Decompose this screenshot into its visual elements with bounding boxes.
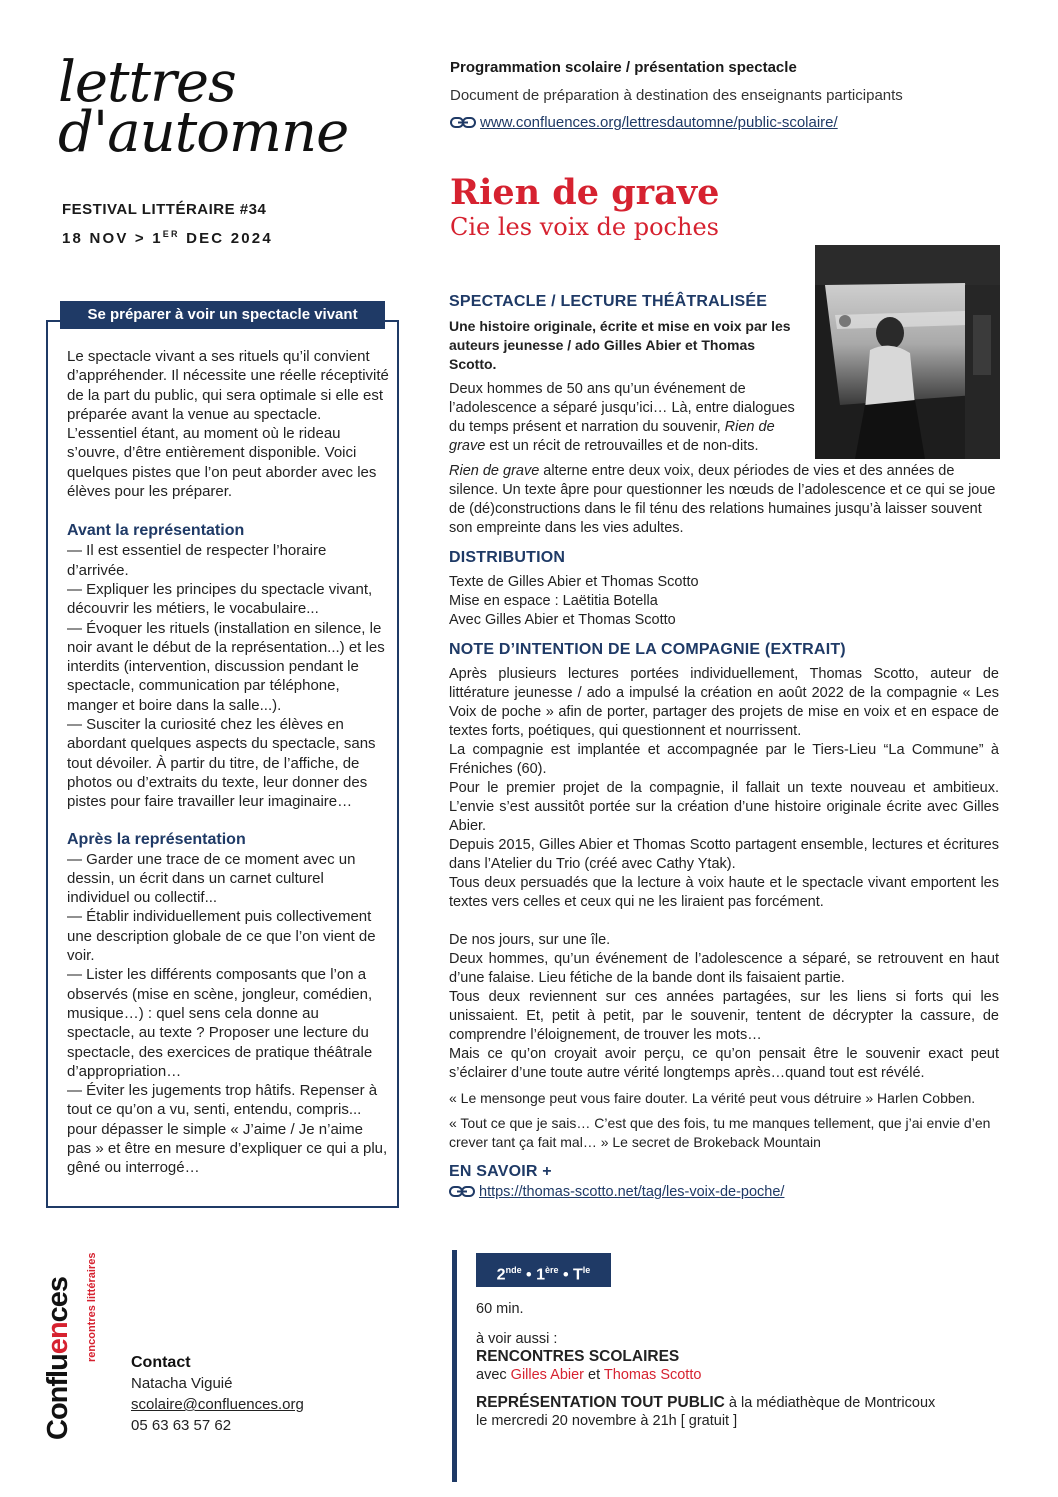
level-1-sup: nde <box>505 1265 522 1275</box>
link-icon <box>450 117 476 128</box>
representation-place: à la médiathèque de Montricoux <box>724 1395 936 1411</box>
avec-text: avec <box>476 1367 511 1383</box>
spectacle-heading: SPECTACLE / LECTURE THÉÂTRALISÉE <box>449 293 768 310</box>
note-paragraph: Depuis 2015, Gilles Abier et Thomas Scotto partagent ensemble, lectures et écritures dans l’Atelier du Trio (créé avec Cathy Ytak). <box>449 837 999 872</box>
note-paragraph: Après plusieurs lectures portées individuellement, Thomas Scotto, auteur de littérature jeunesse / ado a impulsé la création en août 2022 de la compagnie « Les Voix de poche » afin de porter, partager des projets de mise en voix et en espace de textes forts, poétiques, qui questionnent et nourrissent. <box>449 666 999 739</box>
after-section <box>67 830 389 1178</box>
p1-text-a: Deux hommes de 50 ans qu’un événement de l’adolescence a séparé jusqu’ici… Là, entre dialogues du temps présent et narration du souvenir, <box>449 381 795 435</box>
before-item: — Il est essentiel de respecter l’horaire d’arrivée. <box>67 542 327 579</box>
confluences-tagline: rencontres littéraires <box>86 1252 98 1362</box>
distribution-line: Avec Gilles Abier et Thomas Scotto <box>449 612 676 628</box>
logo-part-c: ces <box>42 1276 74 1323</box>
prep-box-top-right <box>385 320 399 322</box>
info-bar <box>452 1250 457 1482</box>
representation <box>476 1394 1016 1412</box>
link-icon <box>449 1186 475 1197</box>
level-3-sup: le <box>582 1265 591 1275</box>
contact-email[interactable]: scolaire@confluences.org <box>131 1396 304 1413</box>
duration: 60 min. <box>476 1301 524 1317</box>
et-text: et <box>584 1367 604 1383</box>
see-also: à voir aussi : <box>476 1331 558 1347</box>
header-title: Programmation scolaire / présentation spectacle <box>450 59 797 76</box>
dates-sup: ER <box>162 229 180 239</box>
level-2-sup: ère <box>545 1265 559 1275</box>
quote-1: « Le mensonge peut vous faire douter. La vérité peut vous détruire » Harlen Cobben. <box>449 1090 976 1106</box>
level-2: 1 <box>536 1266 545 1284</box>
dates-end: DEC 2024 <box>179 230 273 247</box>
show-info <box>476 1300 1016 1430</box>
distribution-line: Texte de Gilles Abier et Thomas Scotto <box>449 574 699 590</box>
after-title: Après la représentation <box>67 830 246 848</box>
distribution-line: Mise en espace : Laëtitia Botella <box>449 593 658 609</box>
before-title: Avant la représentation <box>67 522 245 540</box>
after-item: — Éviter les jugements trop hâtifs. Repenser à tout ce qu’on a vu, senti, entendu, compris... pour dépasser le simple « J’aime / Je n’aime pas » et être en mesure d’expliquer ce qui a plu, gêné ou interrogé… <box>67 1082 388 1177</box>
prep-intro: Le spectacle vivant a ses rituels qu’il convient d’appréhender. Il nécessite une réelle réceptivité de la part du public, qui sera optimale si elle est préparée avant la venue au spectacle. L’essentiel étant, au moment où le rideau s’ouvre, d’être entièrement disponible. Voici quelques pistes que l’on peut aborder avec les élèves pour les préparer. <box>67 348 389 501</box>
after-item: — Lister les différents composants que l’on a observés (mise en scène, jongleur, comédien, musique…) : quel sens cela donne au spectacle, au texte ? Proposer une lecture du spectacle, des exercices de pratique théâtrale d’appropriation… <box>67 966 373 1080</box>
note-paragraph: Tous deux persuadés que la lecture à voix haute et le spectacle vivant emportent les textes vers celles et ceux qui ne les liraient pas forcément. <box>449 875 999 910</box>
p1-title-italic: Rien de grave <box>449 419 775 454</box>
p2-text: alterne entre deux voix, deux périodes de vies et des années de silence. Un texte âpre pour questionner les nœuds de l’adolescence et ce qui se joue de (dé)constructions dans le fil ténu des relations humaines jusqu’à laisser souvent son empreinte dans les vies adultes. <box>449 463 996 536</box>
level-1: 2 <box>496 1266 506 1284</box>
note-part-1 <box>449 665 999 912</box>
prep-box-top-left <box>46 320 60 322</box>
levels-badge <box>476 1253 611 1287</box>
more-heading: EN SAVOIR + <box>449 1163 552 1180</box>
header-link[interactable] <box>450 114 838 131</box>
representation-date: le mercredi 20 novembre à 21h [ gratuit ] <box>476 1413 738 1429</box>
author-1: Gilles Abier <box>510 1367 585 1383</box>
representation-title: REPRÉSENTATION TOUT PUBLIC <box>476 1394 725 1411</box>
note-part-2 <box>449 931 999 1083</box>
more-link-text[interactable]: https://thomas-scotto.net/tag/les-voix-de-poche/ <box>479 1184 785 1200</box>
after-item: — Garder une trace de ce moment avec un dessin, un écrit dans un carnet culturel individuel ou collectif... <box>67 850 356 907</box>
spectacle-lead: Une histoire originale, écrite et mise en voix par les auteurs jeunesse / ado Gilles Abier et Thomas Scotto. <box>449 318 791 372</box>
p1-text-b: est un récit de retrouvailles et de non-dits. <box>485 438 759 454</box>
before-item: — Évoquer les rituels (installation en silence, le noir avant le début de la représentation...) et les interdits (intervention, discussion pendant le spectacle, communication par téléphone, manger et boire dans la salle...). <box>67 619 385 714</box>
show-company: Cie les voix de poches <box>450 213 719 241</box>
right-column <box>449 292 999 1208</box>
logo-part-b: en <box>42 1322 74 1355</box>
note-paragraph: De nos jours, sur une île. <box>449 932 611 948</box>
prep-box-label: Se préparer à voir un spectacle vivant <box>60 301 385 329</box>
logo-part-a: Conflu <box>42 1354 74 1440</box>
before-item: — Expliquer les principes du spectacle vivant, découvrir les métiers, le vocabulaire... <box>67 580 373 618</box>
logo-line-2: d'automne <box>58 100 349 165</box>
note-paragraph: La compagnie est implantée et accompagnée par le Tiers-Lieu “La Commune” à Fréniches (60). <box>449 742 999 777</box>
quote-2: « Tout ce que je sais… C’est que des fois, tu me manques tellement, que j’ai envie d’en crever tant ça fait mal… » Le secret de Brokeback Mountain <box>449 1115 991 1150</box>
contact-title: Contact <box>131 1354 191 1371</box>
festival-label: FESTIVAL LITTÉRAIRE #34 <box>62 201 267 218</box>
spectacle-paragraph-2 <box>449 462 999 538</box>
note-paragraph: Pour le premier projet de la compagnie, il fallait un texte nouveau et ambitieux. L’envie s’est aussitôt portée sur la création d’une histoire originale écrite avec Gilles Abier. <box>449 780 999 834</box>
spectacle-paragraph-1 <box>449 380 797 456</box>
contact-name: Natacha Viguié <box>131 1375 233 1392</box>
dates-start: 18 NOV > 1 <box>62 230 163 247</box>
rencontres-authors <box>476 1366 1016 1384</box>
confluences-logo <box>42 1200 75 1440</box>
festival-dates <box>62 222 273 251</box>
level-sep: • <box>558 1266 574 1284</box>
before-section <box>67 521 389 811</box>
rencontres-title: RENCONTRES SCOLAIRES <box>476 1348 680 1365</box>
note-paragraph: Tous deux reviennent sur ces années partagées, sur les liens si forts qui les unissaient. Et, petit à petit, par le souvenir, tentent de décrypter la cassure, de comprendre l’éloignement, de trouver les mots… <box>449 989 999 1043</box>
author-2: Thomas Scotto <box>603 1367 702 1383</box>
more-link[interactable] <box>449 1183 999 1202</box>
header-subtitle: Document de préparation à destination des enseignants participants <box>450 87 903 104</box>
show-title: Rien de grave <box>450 172 720 213</box>
note-paragraph: Mais ce qu’on croyait avoir perçu, ce qu’on pensait être le souvenir exact peut s’éclairer d’une toute autre vérité longtemps après…quand tout est révélé. <box>449 1046 999 1081</box>
logo-line-1: lettres <box>58 50 236 115</box>
before-item: — Susciter la curiosité chez les élèves en abordant quelques aspects du spectacle, sans tout dévoiler. À partir du titre, de l’affiche, de photos ou d’extraits du texte, leur donner des pistes pour faire travailler leur imaginaire… <box>67 716 376 811</box>
after-item: — Établir individuellement puis collectivement une description globale de ce que l’on vient de voir. <box>67 908 376 965</box>
festival-logo <box>58 50 349 165</box>
note-heading: NOTE D’INTENTION DE LA COMPAGNIE (EXTRAIT) <box>449 641 846 658</box>
festival-info <box>62 198 273 251</box>
header-link-text[interactable]: www.confluences.org/lettresdautomne/public-scolaire/ <box>480 114 838 131</box>
p2-title-italic: Rien de grave <box>449 463 540 479</box>
prep-box-content <box>67 347 389 1178</box>
contact-phone: 05 63 63 57 62 <box>131 1417 232 1434</box>
level-sep: • <box>521 1266 537 1284</box>
contact-block <box>131 1352 304 1436</box>
distribution-list <box>449 573 999 630</box>
note-paragraph: Deux hommes, qu’un événement de l’adolescence a séparé, se retrouvent en haut d’une falaise. Lieu fétiche de la bande dont ils faisaient partie. <box>449 951 999 986</box>
distribution-heading: DISTRIBUTION <box>449 549 566 566</box>
level-3: T <box>573 1266 583 1284</box>
